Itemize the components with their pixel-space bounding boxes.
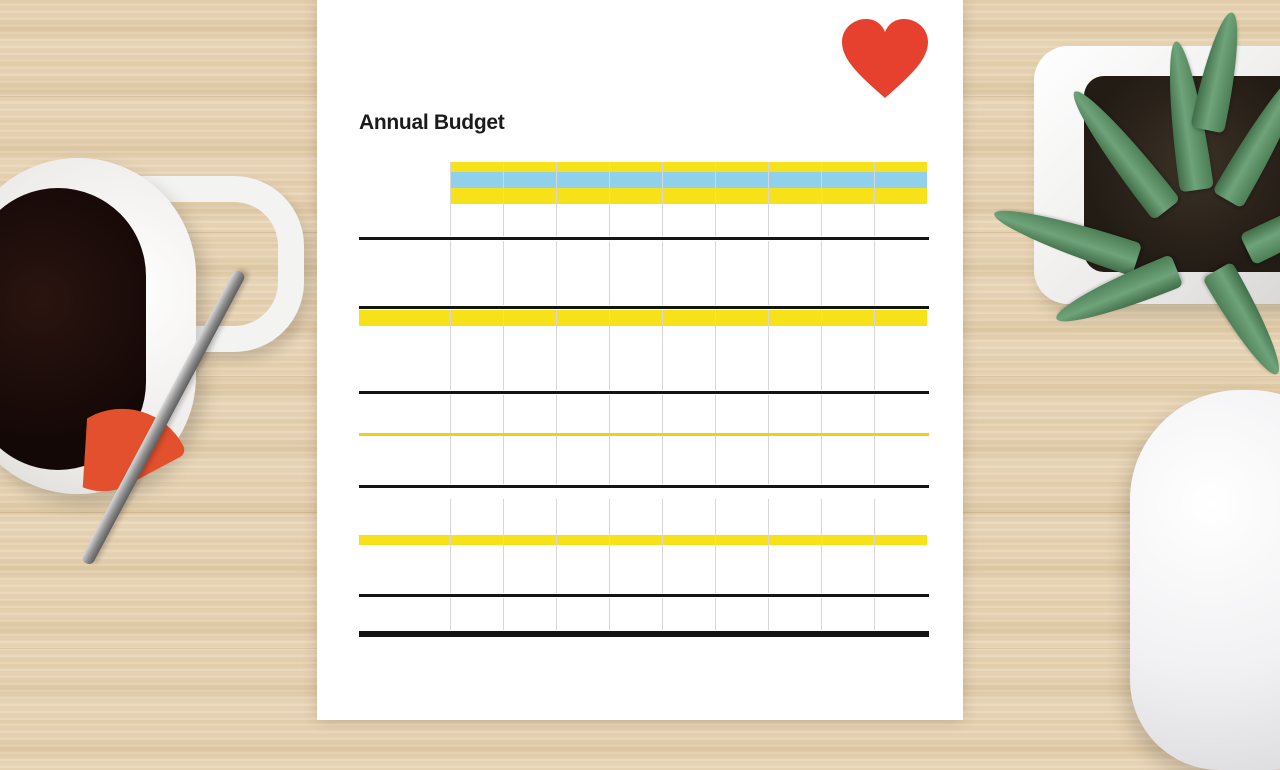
table-rule xyxy=(359,237,929,240)
table-rule xyxy=(359,594,929,597)
table-header-category-row xyxy=(359,172,929,188)
computer-mouse xyxy=(1130,390,1280,770)
table-row xyxy=(359,577,929,593)
table-row xyxy=(359,411,929,433)
table-row xyxy=(359,326,929,342)
table-row xyxy=(359,257,929,273)
table-row xyxy=(359,241,929,257)
table-row xyxy=(359,598,929,614)
table-rule xyxy=(359,391,929,394)
table-row xyxy=(359,545,929,561)
table-row xyxy=(359,204,929,220)
table-row xyxy=(359,342,929,358)
table-row xyxy=(359,289,929,305)
table-rule xyxy=(359,631,929,637)
budget-table xyxy=(359,162,929,638)
table-row xyxy=(359,452,929,468)
table-row xyxy=(359,220,929,236)
table-header-year-row xyxy=(359,162,929,172)
table-row xyxy=(359,395,929,411)
table-rule xyxy=(359,306,929,309)
heart-icon xyxy=(840,18,930,102)
table-row xyxy=(359,374,929,390)
table-row xyxy=(359,515,929,535)
table-header-month-row xyxy=(359,188,929,204)
table-row xyxy=(359,273,929,289)
document-title: Annual Budget xyxy=(359,111,505,134)
table-total-row xyxy=(359,614,929,630)
table-section-row xyxy=(359,535,929,545)
table-rule xyxy=(359,485,929,488)
table-row xyxy=(359,499,929,515)
table-section-row xyxy=(359,310,929,326)
table-row xyxy=(359,468,929,484)
table-row xyxy=(359,561,929,577)
table-row xyxy=(359,436,929,452)
table-row xyxy=(359,358,929,374)
